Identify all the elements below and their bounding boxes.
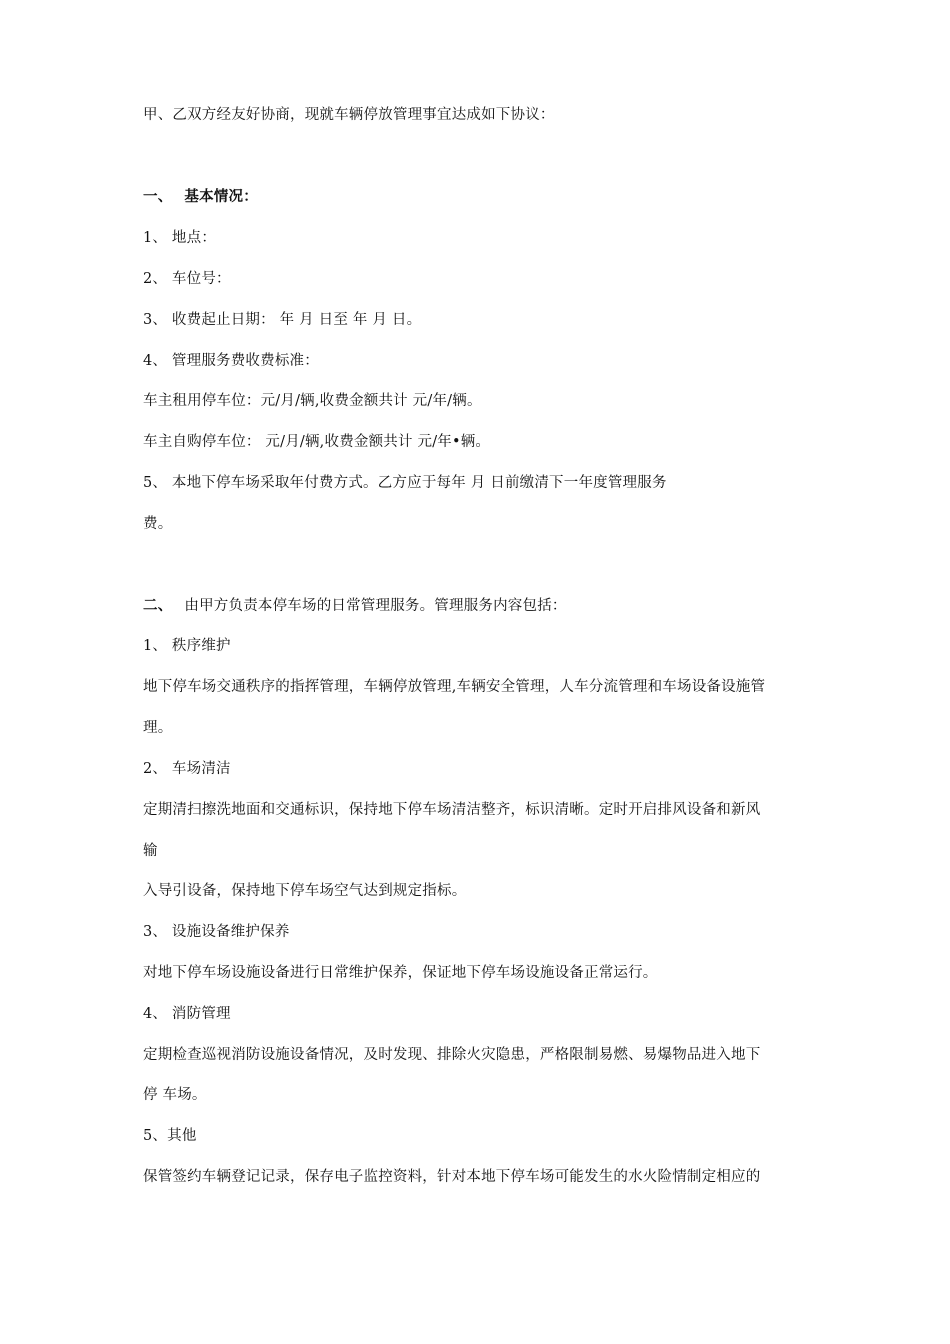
order-maintenance-heading: 1、 秩序维护	[143, 638, 231, 654]
fire-management-text: 定期检查巡视消防设施设备情况，及时发现、排除火灾隐患，严格限制易燃、易爆物品进入地下	[143, 1047, 761, 1063]
section-2-heading	[143, 597, 567, 615]
location-item: 1、 地点：	[143, 230, 217, 246]
facility-maintenance-heading: 3、 设施设备维护保养	[143, 924, 290, 940]
section-1-heading	[143, 188, 258, 206]
intro-paragraph: 甲、乙双方经友好协商，现就车辆停放管理事宜达成如下协议：	[143, 107, 555, 123]
cleaning-text-cont-2: 入导引设备，保持地下停车场空气达到规定指标。	[143, 883, 467, 899]
section-2-title: 由甲方负责本停车场的日常管理服务。管理服务内容包括：	[184, 598, 567, 614]
payment-method-line: 5、 本地下停车场采取年付费方式。乙方应于每年 月 日前缴清下一年度管理服务	[143, 475, 667, 491]
space-number-item: 2、 车位号：	[143, 271, 231, 287]
cleaning-heading: 2、 车场清洁	[143, 761, 231, 777]
owned-space-line: 车主自购停车位： 元/月/辆,收费金额共计 元/年•辆。	[143, 434, 491, 450]
cleaning-text: 定期清扫擦洗地面和交通标识，保持地下停车场清洁整齐，标识清晰。定时开启排风设备和新风	[143, 802, 761, 818]
section-1-number: 一、	[143, 188, 173, 205]
other-text: 保管签约车辆登记记录，保存电子监控资料，针对本地下停车场可能发生的水火险情制定相应的	[143, 1169, 761, 1185]
order-maintenance-text-cont: 理。	[143, 720, 173, 736]
facility-maintenance-text: 对地下停车场设施设备进行日常维护保养，保证地下停车场设施设备正常运行。	[143, 965, 658, 981]
section-1-title: 基本情况：	[184, 188, 258, 205]
fee-standard-item: 4、 管理服务费收费标准：	[143, 353, 319, 369]
fire-management-text-cont: 停 车场。	[143, 1087, 207, 1103]
payment-method-line-cont: 费。	[143, 516, 173, 532]
fire-management-heading: 4、 消防管理	[143, 1006, 231, 1022]
cleaning-text-cont: 输	[143, 843, 158, 859]
charge-period-item: 3、 收费起止日期： 年 月 日至 年 月 日。	[143, 312, 422, 328]
order-maintenance-text: 地下停车场交通秩序的指挥管理，车辆停放管理,车辆安全管理，人车分流管理和车场设备设施管	[143, 679, 766, 695]
rented-space-line: 车主租用停车位：元/月/辆,收费金额共计 元/年/辆。	[143, 393, 482, 409]
other-heading: 5、其他	[143, 1128, 197, 1144]
section-2-number: 二、	[143, 597, 173, 614]
